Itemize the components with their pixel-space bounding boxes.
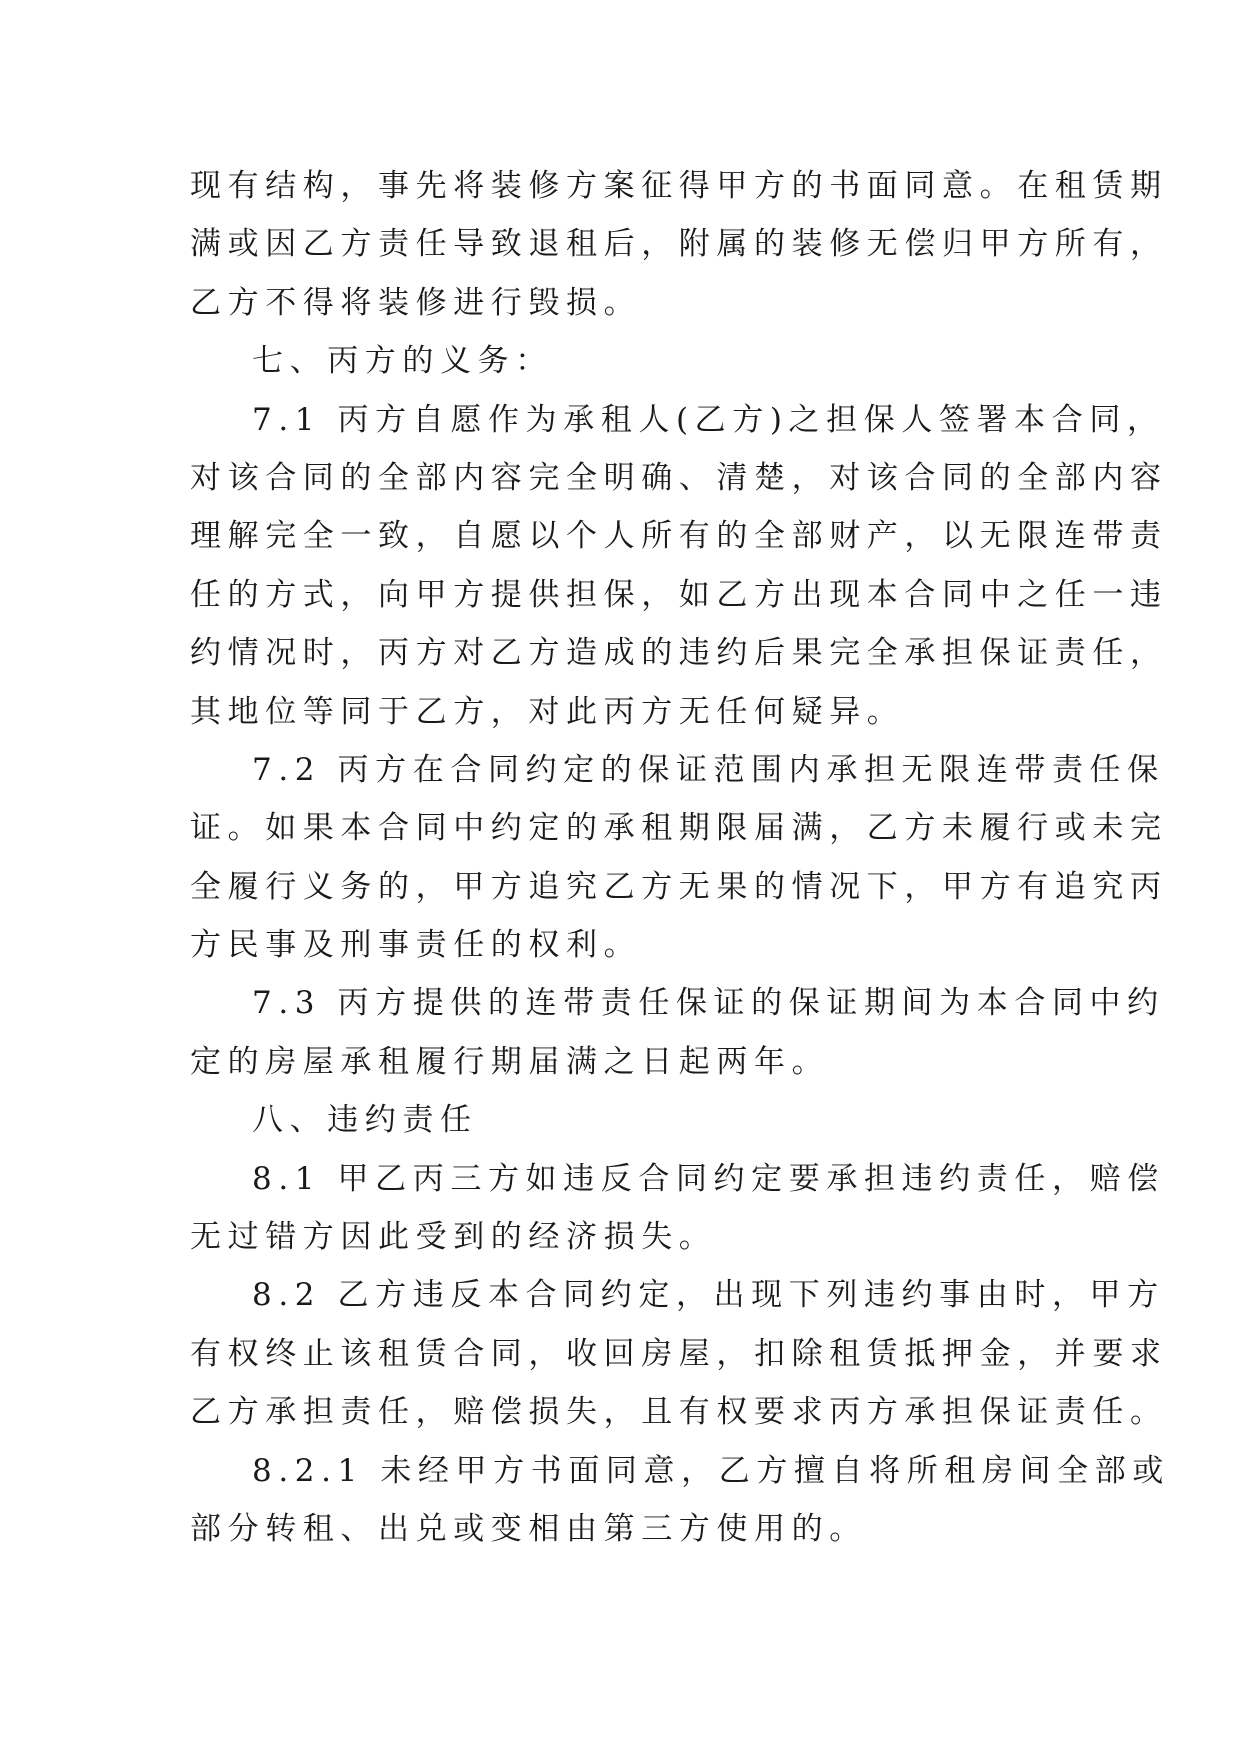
text-line: 无过错方因此受到的经济损失。 — [190, 1219, 717, 1256]
text-line: 有权终止该租赁合同，收回房屋，扣除租赁抵押金，并要求 — [190, 1335, 1168, 1372]
clause-7-1-line: 7.1 丙方自愿作为承租人(乙方)之担保人签署本合同， — [252, 401, 1165, 438]
section-heading-8: 八、违约责任 — [252, 1102, 478, 1139]
text-line: 乙方承担责任，赔偿损失，且有权要求丙方承担保证责任。 — [190, 1394, 1168, 1431]
text-line: 其地位等同于乙方，对此丙方无任何疑异。 — [190, 693, 905, 730]
document-body — [190, 157, 1170, 1558]
clause-7-2-line: 7.2 丙方在合同约定的保证范围内承担无限连带责任保 — [252, 751, 1165, 788]
clause-8-2-line: 8.2 乙方违反本合同约定，出现下列违约事由时，甲方 — [252, 1277, 1165, 1314]
clause-8-2-1-line: 8.2.1 未经甲方书面同意，乙方擅自将所租房间全部或 — [252, 1452, 1170, 1489]
text-line: 全履行义务的，甲方追究乙方无果的情况下，甲方有追究丙 — [190, 868, 1168, 905]
text-line: 任的方式，向甲方提供担保，如乙方出现本合同中之任一违 — [190, 576, 1168, 613]
text-line: 证。如果本合同中约定的承租期限届满，乙方未履行或未完 — [190, 810, 1168, 847]
text-line: 部分转租、出兑或变相由第三方使用的。 — [190, 1510, 867, 1547]
text-line: 方民事及刑事责任的权利。 — [190, 927, 642, 964]
text-line: 定的房屋承租履行期届满之日起两年。 — [190, 1043, 830, 1080]
text-line: 约情况时，丙方对乙方造成的违约后果完全承担保证责任， — [190, 635, 1168, 672]
text-line: 乙方不得将装修进行毁损。 — [190, 284, 642, 321]
clause-7-3-line: 7.3 丙方提供的连带责任保证的保证期间为本合同中约 — [252, 985, 1165, 1022]
section-heading-7: 七、丙方的义务： — [252, 343, 553, 380]
clause-8-1-line: 8.1 甲乙丙三方如违反合同约定要承担违约责任，赔偿 — [252, 1160, 1165, 1197]
text-line: 对该合同的全部内容完全明确、清楚，对该合同的全部内容 — [190, 459, 1168, 496]
text-line: 满或因乙方责任导致退租后，附属的装修无偿归甲方所有， — [190, 226, 1168, 263]
text-line: 现有结构，事先将装修方案征得甲方的书面同意。在租赁期 — [190, 168, 1168, 204]
text-line: 理解完全一致，自愿以个人所有的全部财产，以无限连带责 — [190, 518, 1168, 555]
